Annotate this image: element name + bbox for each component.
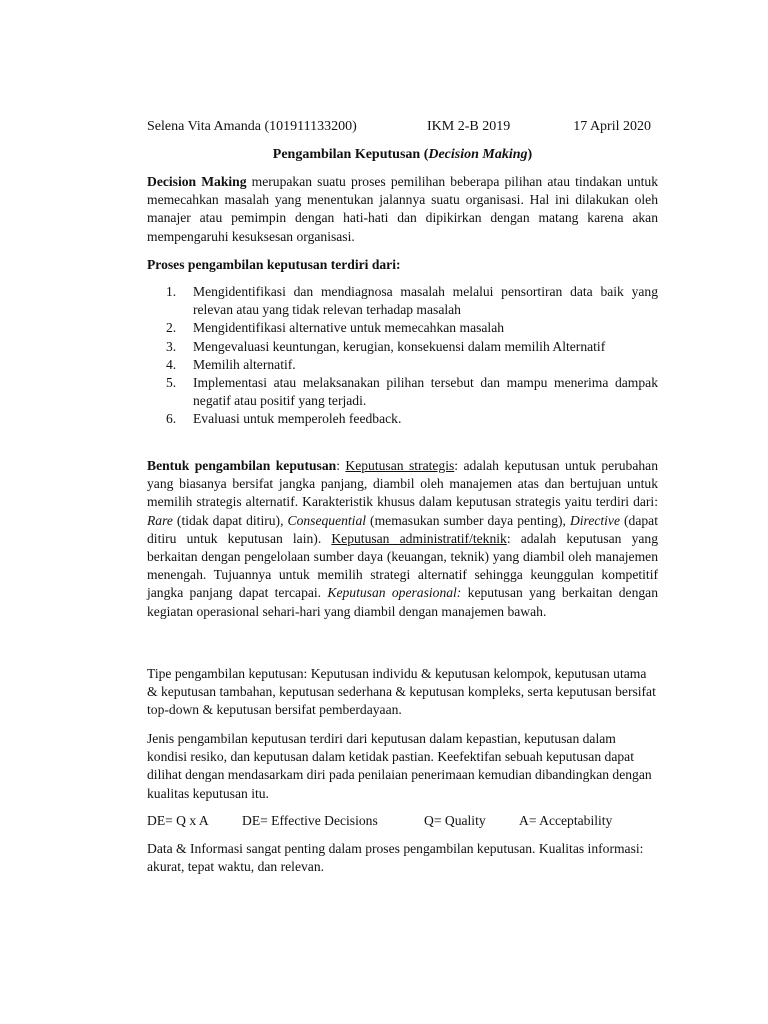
formula-quality: Q= Quality (424, 813, 486, 828)
bentuk-text-4: (dapat ditiru untuk keputusan lain). (147, 512, 658, 546)
proses-heading: Proses pengambilan keputusan terdiri dari: (147, 257, 401, 272)
intro-paragraph (147, 173, 658, 246)
formula-effective: DE= Effective Decisions (242, 813, 378, 828)
list-item-number: 2. (166, 320, 177, 336)
document-title (147, 146, 658, 164)
keputusan-strategis-term: Keputusan strategis (345, 458, 455, 473)
list-item-number: 6. (166, 411, 177, 427)
list-item-text: Mengevaluasi keuntungan, kerugian, konsekuensi dalam memilih Alternatif (193, 338, 606, 354)
bentuk-text-5: : adalah keputusan yang berkaitan dengan pengelolaan sumber daya (keuangan, teknik) yang diambil oleh manajemen menengah. Tujuannya untuk memilih strategi alternatif sehingga keunggulan kompetitif jangka panjang dapat tercapai. (147, 530, 658, 601)
keputusan-operasional-term: Keputusan operasional: (327, 585, 462, 601)
bentuk-text-3: (memasukan sumber daya penting), (366, 512, 570, 528)
list-item-number: 3. (166, 338, 177, 354)
formula-acceptability: A= Acceptability (519, 813, 613, 828)
rare-term: Rare (147, 512, 173, 528)
title-suffix: ) (527, 147, 533, 162)
consequential-term: Consequential (287, 512, 367, 528)
bentuk-colon: : (336, 458, 346, 473)
formula-line (147, 812, 658, 832)
list-item (160, 319, 658, 337)
directive-term: Directive (569, 512, 621, 528)
jenis-paragraph: Jenis pengambilan keputusan terdiri dari keputusan dalam kepastian, keputusan dalam kondisi resiko, dan keputusan dalam ketidak pastian. Keefektifan sebuah keputusan dapat dilihat dengan mendasarkam diri pada penilaian penerimaan kemudian dibandingkan dengan kualitas keputusan itu. (147, 731, 652, 801)
data-info-paragraph: Data & Informasi sangat penting dalam proses pengambilan keputusan. Kualitas informasi: akurat, tepat waktu, dan relevan. (147, 841, 644, 875)
list-item-text: Memilih alternatif. (193, 356, 296, 372)
title-prefix: Pengambilan Keputusan ( (272, 147, 429, 162)
bentuk-text-2: (tidak dapat ditiru), (172, 512, 288, 528)
title-italic: Decision Making (428, 147, 528, 162)
bentuk-text-6: keputusan yang berkaitan dengan kegiatan operasional sehari-hari yang diambil dengan manajemen bawah. (147, 585, 658, 619)
list-item (160, 374, 658, 410)
keputusan-administratif-term: Keputusan administratif/teknik (331, 530, 507, 546)
intro-term: Decision Making (147, 174, 247, 189)
list-item-text: Implementasi atau melaksanakan pilihan tersebut dan mampu menerima dampak negatif atau positif yang terjadi. (193, 375, 658, 409)
author-name: Selena Vita Amanda (101911133200) (147, 119, 357, 134)
tipe-paragraph: Tipe pengambilan keputusan: Keputusan individu & keputusan kelompok, keputusan utama & keputusan tambahan, keputusan sederhana & keputusan kompleks, serta keputusan bersifat top-down & keputusan bersifat pemberdayaan. (147, 666, 656, 718)
list-item (160, 283, 658, 319)
class-label: IKM 2-B 2019 (427, 119, 511, 134)
bentuk-text-1: : adalah keputusan untuk perubahan yang biasanya bersifat jangka panjang, diambil oleh manajemen atas dan bertujuan untuk memilih strategis alternatif. Karakteristik khusus dalam keputusan strategis yaitu terdiri dari: (147, 458, 658, 510)
document-date: 17 April 2020 (573, 119, 651, 134)
list-item (160, 338, 658, 356)
list-item (160, 410, 658, 428)
bentuk-paragraph (147, 457, 658, 621)
intro-text: merupakan suatu proses pemilihan beberapa pilihan atau tindakan untuk memecahkan masalah yang menentukan jalannya suatu organisasi. Hal ini dilakukan oleh manajer atau pemimpin dengan hati-hati dan dipikirkan dengan matang karena akan mempengaruhi kesuksesan organisasi. (147, 174, 658, 244)
proses-list (160, 283, 658, 429)
list-item-number: 5. (166, 375, 177, 391)
list-item-number: 1. (166, 284, 177, 299)
list-item-text: Mengidentifikasi dan mendiagnosa masalah melalui pensortiran data baik yang relevan atau yang tidak relevan terhadap masalah (193, 284, 658, 318)
formula-de: DE= Q x A (147, 813, 209, 828)
document-header (147, 118, 651, 138)
list-item-text: Evaluasi untuk memperoleh feedback. (193, 411, 402, 427)
bentuk-heading: Bentuk pengambilan keputusan (147, 458, 337, 473)
list-item-number: 4. (166, 356, 177, 372)
list-item (160, 356, 658, 374)
list-item-text: Mengidentifikasi alternative untuk memecahkan masalah (193, 320, 505, 336)
